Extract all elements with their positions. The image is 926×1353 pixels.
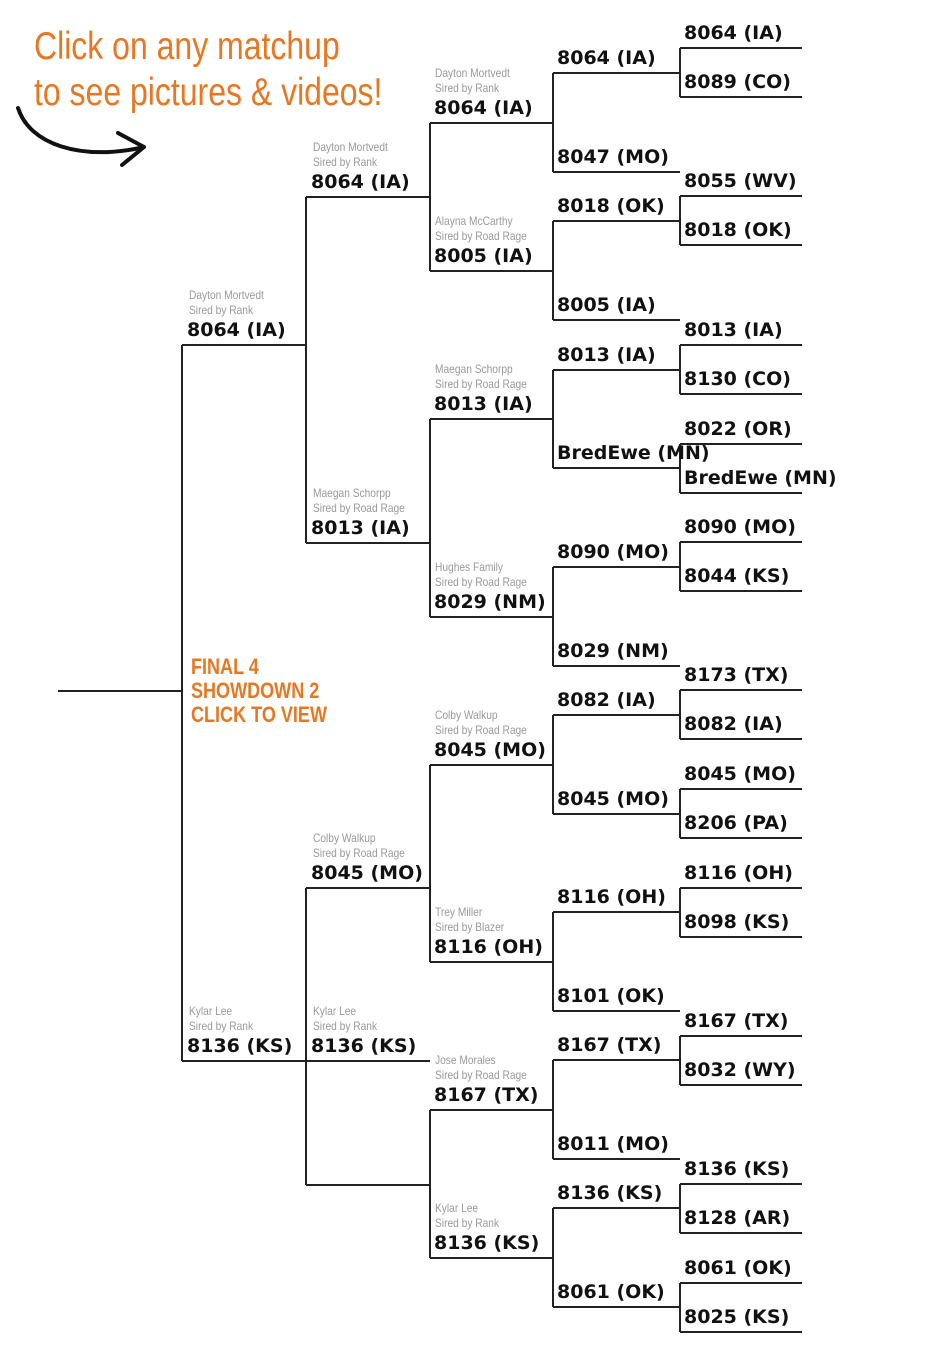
round3-team[interactable]: 8167 (TX) bbox=[434, 1084, 539, 1106]
owner-name: Dayton Mortvedt bbox=[435, 66, 510, 80]
round2-team[interactable]: 8116 (OH) bbox=[557, 886, 666, 908]
round2-team[interactable]: 8047 (MO) bbox=[557, 146, 669, 168]
r2-line bbox=[553, 72, 680, 74]
owner-name: Trey Miller bbox=[435, 905, 483, 919]
r3-line bbox=[430, 122, 553, 124]
round2-team[interactable]: 8061 (OK) bbox=[557, 1281, 665, 1303]
r3-line bbox=[430, 961, 553, 963]
sire-name: Sired by Road Rage bbox=[435, 229, 527, 243]
round1-team[interactable]: 8090 (MO) bbox=[684, 516, 796, 538]
owner-name: Dayton Mortvedt bbox=[313, 140, 388, 154]
r4-line bbox=[306, 542, 430, 544]
r4-line bbox=[306, 1184, 430, 1186]
round1-team[interactable]: 8082 (IA) bbox=[684, 713, 783, 735]
round5-team[interactable]: 8136 (KS) bbox=[187, 1035, 293, 1057]
r4-connector bbox=[305, 888, 307, 1185]
sire-name: Sired by Rank bbox=[313, 1019, 378, 1033]
r3-line bbox=[430, 270, 553, 272]
round3-team[interactable]: 8064 (IA) bbox=[434, 97, 533, 119]
r4-line bbox=[306, 196, 430, 198]
r2-line bbox=[553, 813, 680, 815]
r1-line bbox=[680, 96, 802, 98]
round1-team[interactable]: 8018 (OK) bbox=[684, 219, 792, 241]
sire-name: Sired by Rank bbox=[189, 1019, 254, 1033]
r1-line bbox=[680, 1183, 802, 1185]
r1-line bbox=[680, 887, 802, 889]
round1-team[interactable]: 8173 (TX) bbox=[684, 664, 789, 686]
round1-team[interactable]: 8044 (KS) bbox=[684, 565, 790, 587]
sire-name: Sired by Road Rage bbox=[313, 501, 405, 515]
round1-team[interactable]: 8089 (CO) bbox=[684, 71, 791, 93]
round2-team[interactable]: 8090 (MO) bbox=[557, 541, 669, 563]
r3-line bbox=[430, 1109, 553, 1111]
round2-team[interactable]: 8005 (IA) bbox=[557, 294, 656, 316]
round1-team[interactable]: 8206 (PA) bbox=[684, 812, 788, 834]
owner-name: Maegan Schorpp bbox=[313, 486, 391, 500]
round4-team[interactable]: 8064 (IA) bbox=[311, 171, 410, 193]
r4-line bbox=[306, 1060, 430, 1062]
r1-line bbox=[680, 590, 802, 592]
sire-name: Sired by Rank bbox=[313, 155, 378, 169]
r1-line bbox=[680, 1035, 802, 1037]
r2-line bbox=[553, 714, 680, 716]
r1-line bbox=[680, 1282, 802, 1284]
r2-line bbox=[553, 665, 680, 667]
r3-line bbox=[430, 418, 553, 420]
round3-team[interactable]: 8116 (OH) bbox=[434, 936, 543, 958]
r2-line bbox=[553, 1207, 680, 1209]
r1-line bbox=[680, 1084, 802, 1086]
sire-name: Sired by Road Rage bbox=[313, 846, 405, 860]
round1-team[interactable]: 8130 (CO) bbox=[684, 368, 791, 390]
round1-team[interactable]: 8055 (WV) bbox=[684, 170, 797, 192]
round2-team[interactable]: 8064 (IA) bbox=[557, 47, 656, 69]
r2-line bbox=[553, 1059, 680, 1061]
final-4-line-1: FINAL 4 bbox=[191, 654, 259, 679]
round2-team[interactable]: 8136 (KS) bbox=[557, 1182, 663, 1204]
r2-line bbox=[553, 911, 680, 913]
r5-connector bbox=[181, 345, 183, 1061]
r1-line bbox=[680, 1232, 802, 1234]
r5-line bbox=[182, 344, 306, 346]
r4-connector bbox=[305, 197, 307, 543]
round2-team[interactable]: 8167 (TX) bbox=[557, 1034, 662, 1056]
round1-team[interactable]: 8045 (MO) bbox=[684, 763, 796, 785]
owner-name: Colby Walkup bbox=[435, 708, 498, 722]
r3-line bbox=[430, 764, 553, 766]
sire-name: Sired by Road Rage bbox=[435, 377, 527, 391]
round1-team[interactable]: 8013 (IA) bbox=[684, 319, 783, 341]
sire-name: Sired by Rank bbox=[435, 81, 500, 95]
r1-line bbox=[680, 936, 802, 938]
r3-line bbox=[430, 1257, 553, 1259]
r1-line bbox=[680, 738, 802, 740]
promo-line-2: to see pictures & videos! bbox=[34, 71, 383, 114]
r2-line bbox=[553, 1306, 680, 1308]
r1-line bbox=[680, 344, 802, 346]
final-4-showdown-link[interactable] bbox=[191, 655, 327, 727]
r4-line bbox=[306, 887, 430, 889]
round1-team[interactable]: 8032 (WY) bbox=[684, 1059, 796, 1081]
round2-team[interactable]: 8082 (IA) bbox=[557, 689, 656, 711]
round3-team[interactable]: 8136 (KS) bbox=[434, 1232, 540, 1254]
owner-name: Alayna McCarthy bbox=[435, 214, 513, 228]
r3-connector bbox=[429, 419, 431, 617]
sire-name: Sired by Road Rage bbox=[435, 723, 527, 737]
r2-line bbox=[553, 220, 680, 222]
round5-team[interactable]: 8064 (IA) bbox=[187, 319, 286, 341]
r1-line bbox=[680, 393, 802, 395]
sire-name: Sired by Rank bbox=[435, 1216, 500, 1230]
round1-team[interactable]: 8098 (KS) bbox=[684, 911, 790, 933]
r1-line bbox=[680, 47, 802, 49]
r2-line bbox=[553, 369, 680, 371]
r2-line bbox=[553, 467, 680, 469]
r2-line bbox=[553, 566, 680, 568]
r1-line bbox=[680, 837, 802, 839]
round1-team[interactable]: BredEwe (MN) bbox=[684, 467, 837, 489]
sire-name: Sired by Rank bbox=[189, 303, 254, 317]
r1-line bbox=[680, 788, 802, 790]
r1-line bbox=[680, 1331, 802, 1333]
final-line bbox=[58, 690, 182, 692]
round2-team[interactable]: 8011 (MO) bbox=[557, 1133, 669, 1155]
round3-team[interactable]: 8045 (MO) bbox=[434, 739, 546, 761]
r2-line bbox=[553, 1010, 680, 1012]
final-4-line-3: CLICK TO VIEW bbox=[191, 702, 327, 727]
round2-team[interactable]: 8101 (OK) bbox=[557, 985, 665, 1007]
curved-arrow-icon bbox=[10, 100, 160, 180]
r1-line bbox=[680, 541, 802, 543]
owner-name: Dayton Mortvedt bbox=[189, 288, 264, 302]
r3-connector bbox=[429, 765, 431, 962]
round4-team[interactable]: 8136 (KS) bbox=[311, 1035, 417, 1057]
round2-team[interactable]: 8045 (MO) bbox=[557, 788, 669, 810]
final-4-line-2: SHOWDOWN 2 bbox=[191, 678, 320, 703]
round1-team[interactable]: 8061 (OK) bbox=[684, 1257, 792, 1279]
r1-line bbox=[680, 195, 802, 197]
r1-line bbox=[680, 492, 802, 494]
r2-line bbox=[553, 319, 680, 321]
round2-team[interactable]: 8013 (IA) bbox=[557, 344, 656, 366]
owner-name: Hughes Family bbox=[435, 560, 504, 574]
r3-line bbox=[430, 616, 553, 618]
owner-name: Jose Morales bbox=[435, 1053, 496, 1067]
round1-team[interactable]: 8136 (KS) bbox=[684, 1158, 790, 1180]
round1-team[interactable]: 8064 (IA) bbox=[684, 22, 783, 44]
round1-team[interactable]: 8116 (OH) bbox=[684, 862, 793, 884]
round3-team[interactable]: 8005 (IA) bbox=[434, 245, 533, 267]
owner-name: Maegan Schorpp bbox=[435, 362, 513, 376]
round3-team[interactable]: 8013 (IA) bbox=[434, 393, 533, 415]
round1-team[interactable]: 8022 (OR) bbox=[684, 418, 792, 440]
owner-name: Kylar Lee bbox=[189, 1004, 233, 1018]
round2-team[interactable]: 8018 (OK) bbox=[557, 195, 665, 217]
r1-line bbox=[680, 689, 802, 691]
round2-team[interactable]: BredEwe (MN) bbox=[557, 442, 710, 464]
promo-line-1: Click on any matchup bbox=[34, 25, 340, 68]
round2-team[interactable]: 8029 (NM) bbox=[557, 640, 669, 662]
sire-name: Sired by Blazer bbox=[435, 920, 505, 934]
owner-name: Colby Walkup bbox=[313, 831, 376, 845]
owner-name: Kylar Lee bbox=[313, 1004, 357, 1018]
r5-line bbox=[182, 1060, 306, 1062]
r1-line bbox=[680, 244, 802, 246]
round1-team[interactable]: 8025 (KS) bbox=[684, 1306, 790, 1328]
owner-name: Kylar Lee bbox=[435, 1201, 479, 1215]
round4-team[interactable]: 8013 (IA) bbox=[311, 517, 410, 539]
r2-line bbox=[553, 171, 680, 173]
sire-name: Sired by Road Rage bbox=[435, 1068, 527, 1082]
sire-name: Sired by Road Rage bbox=[435, 575, 527, 589]
round1-team[interactable]: 8167 (TX) bbox=[684, 1010, 789, 1032]
round4-team[interactable]: 8045 (MO) bbox=[311, 862, 423, 884]
round1-team[interactable]: 8128 (AR) bbox=[684, 1207, 791, 1229]
round3-team[interactable]: 8029 (NM) bbox=[434, 591, 546, 613]
r2-line bbox=[553, 1158, 680, 1160]
